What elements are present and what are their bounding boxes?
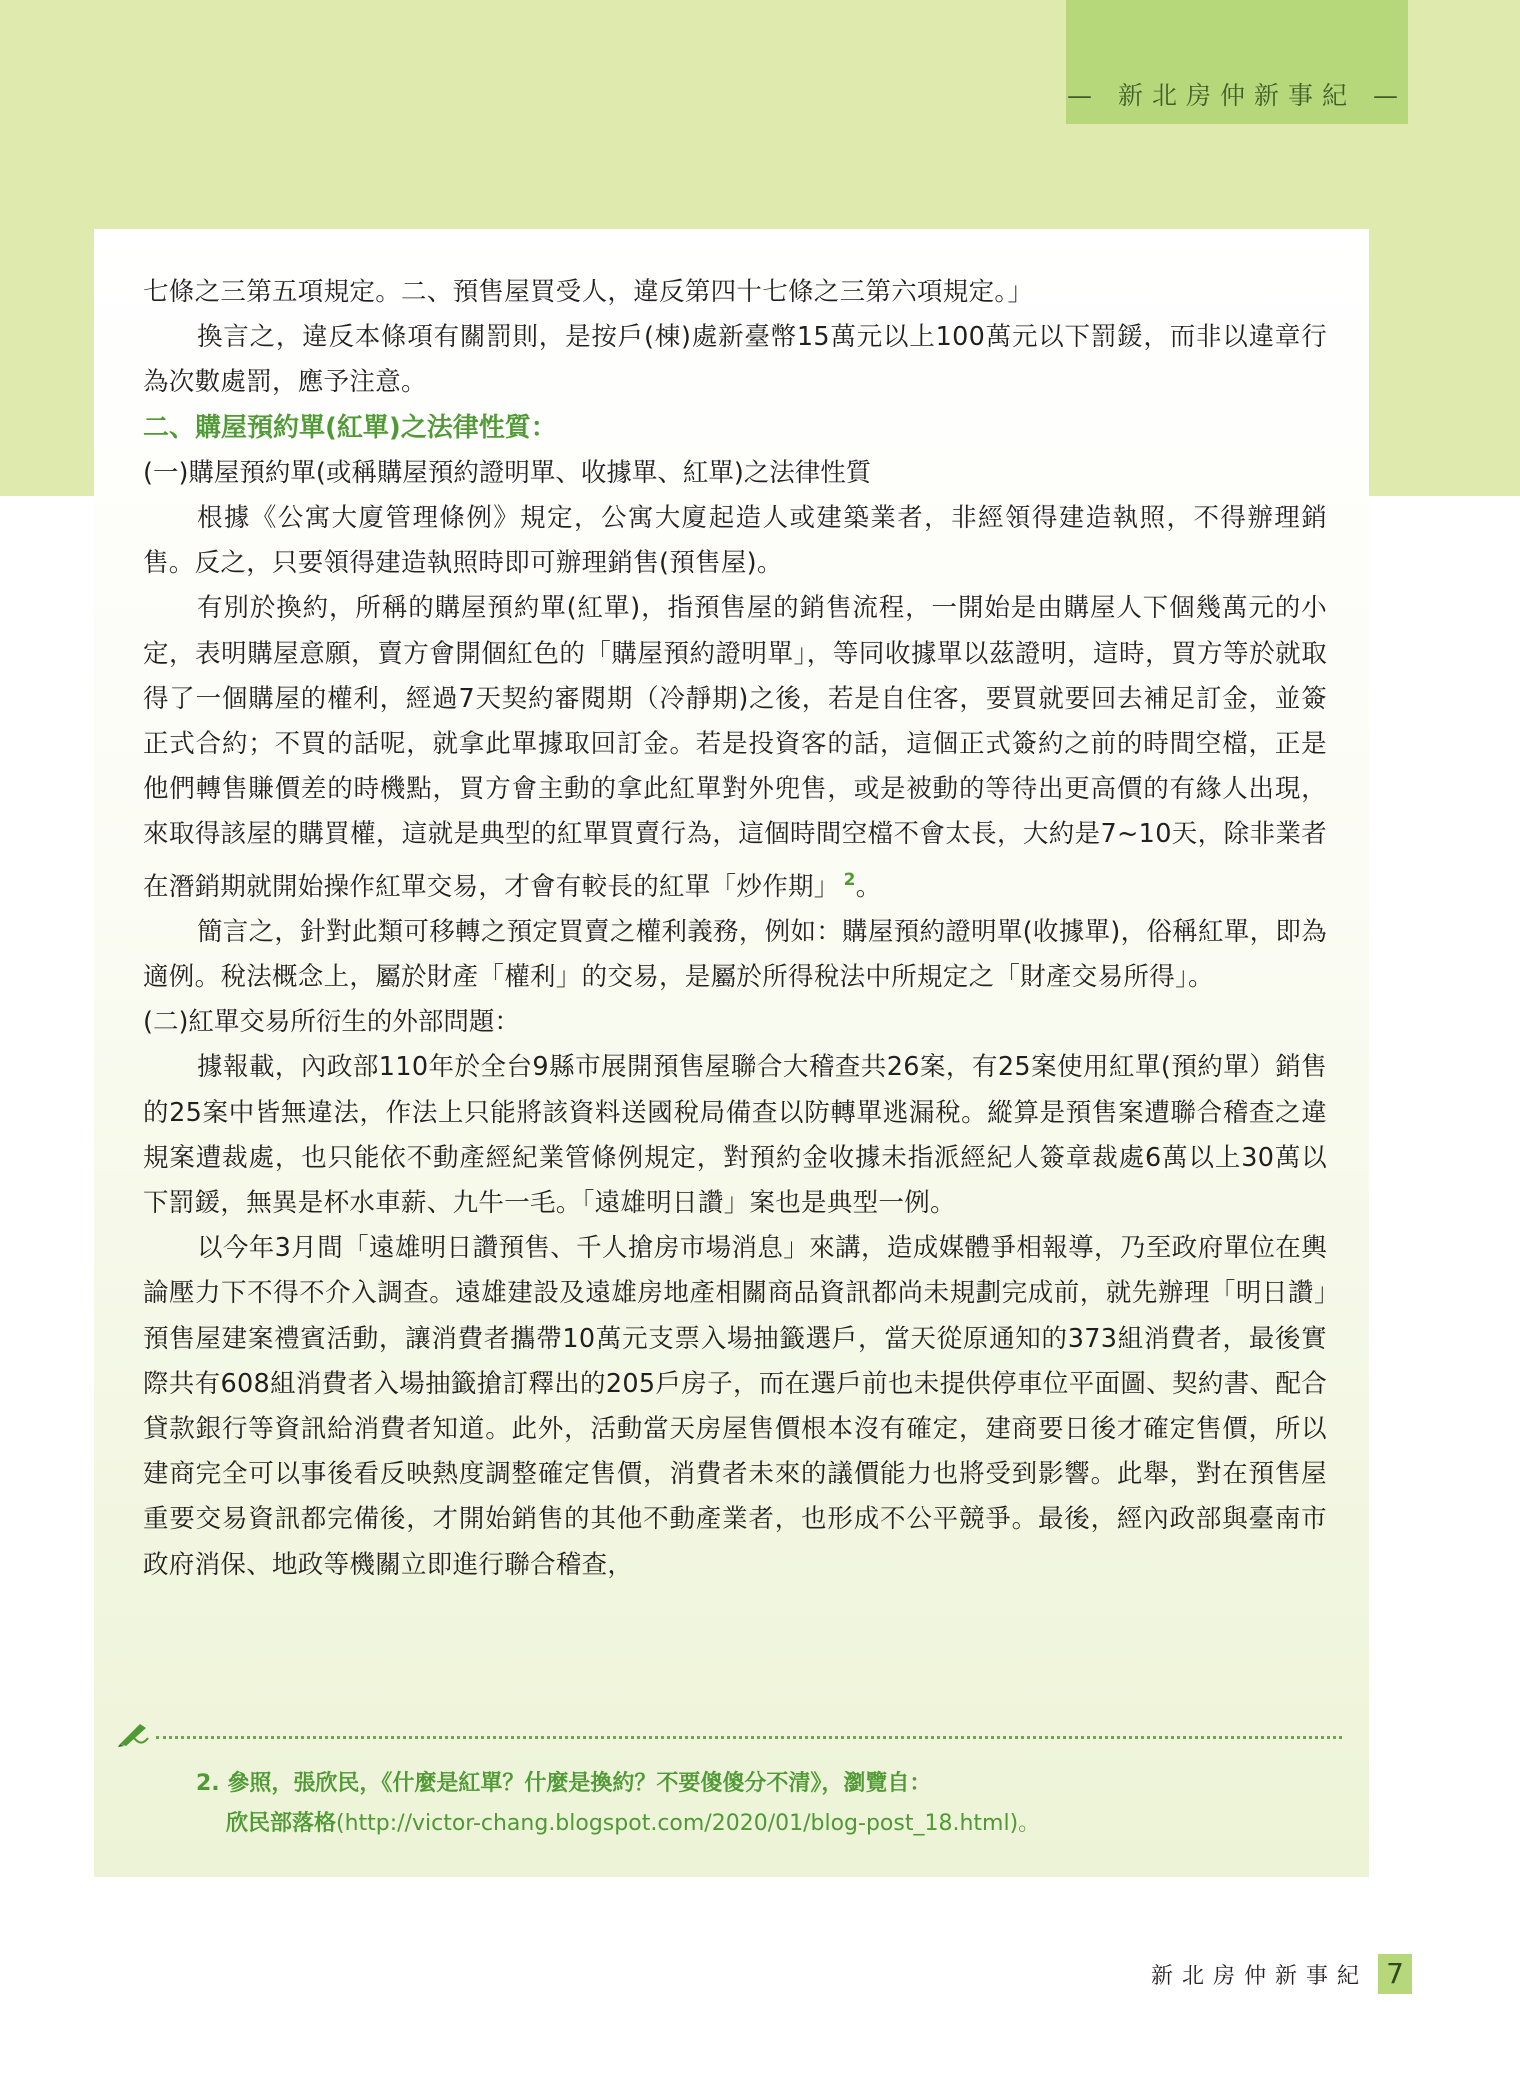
footnote-ref[interactable]: 2: [843, 869, 856, 890]
footnote-line-1: 2. 參照，張欣民，《什麼是紅單？什麼是換約？不要傻傻分不清》，瀏覽自：: [196, 1771, 932, 1796]
article-body: [143, 270, 1327, 1588]
footnote-url[interactable]: (http://victor-chang.blogspot.com/2020/01/blog-post_18.html)。: [336, 1811, 1041, 1836]
footnote-blog-name: 欣民部落格: [226, 1811, 337, 1836]
paragraph-1: 七條之三第五項規定。二、預售屋買受人，違反第四十七條之三第六項規定。」: [143, 277, 1034, 307]
paragraph-5: 簡言之，針對此類可移轉之預定買賣之權利義務，例如：購屋預約證明單(收據單)，俗稱紅單，即為適例。稅法概念上，屬於財產「權利」的交易，是屬於所得稅法中所規定之「財產交易所得」。: [143, 916, 1327, 993]
paragraph-4-end: 。: [855, 871, 882, 902]
section-heading: 二、購屋預約單(紅單)之法律性質：: [143, 412, 557, 443]
dotted-line: [156, 1736, 1342, 1739]
paragraph-4: [143, 586, 1327, 909]
subheading-1: (一)購屋預約單(或稱購屋預約證明單、收據單、紅單)之法律性質: [143, 457, 872, 488]
pen-icon: [116, 1720, 152, 1748]
subheading-2: (二)紅單交易所衍生的外部問題：: [143, 1007, 520, 1038]
footnote-line-2: [196, 1804, 1296, 1844]
page-number: 7: [1378, 1954, 1412, 1994]
header-title: — 新北房仲新事紀 —: [1067, 81, 1407, 110]
paragraph-4-text: 有別於換約，所稱的購屋預約單(紅單)，指預售屋的銷售流程，一開始是由購屋人下個幾萬元的小定，表明購屋意願，賣方會開個紅色的「購屋預約證明單」，等同收據單以茲證明，這時，買方等於就取得了一個購屋的權利，經過7天契約審閱期（冷靜期)之後，若是自住客，要買就要回去補足訂金，並簽正式合約；不買的話呢，就拿此單據取回訂金。若是投資客的話，這個正式簽約之前的時間空檔，正是他們轉售賺價差的時機點，買方會主動的拿此紅單對外兜售，或是被動的等待出更高價的有緣人出現，來取得該屋的購買權，這就是典型的紅單買賣行為，這個時間空檔不會太長，大約是7~10天，除非業者在潛銷期就開始操作紅單交易，才會有較長的紅單「炒作期」: [143, 593, 1327, 902]
paragraph-7: 以今年3月間「遠雄明日讚預售、千人搶房市場消息」來講，造成媒體爭相報導，乃至政府單位在輿論壓力下不得不介入調查。遠雄建設及遠雄房地產相關商品資訊都尚未規劃完成前，就先辦理「明日讚」預售屋建案禮賓活動，讓消費者攜帶10萬元支票入場抽籤選戶，當天從原通知的373組消費者，最後實際共有608組消費者入場抽籤搶訂釋出的205戶房子，而在選戶前也未提供停車位平面圖、契約書、配合貸款銀行等資訊給消費者知道。此外，活動當天房屋售價根本沒有確定，建商要日後才確定售價，所以建商完全可以事後看反映熱度調整確定售價，消費者未來的議價能力也將受到影響。此舉，對在預售屋重要交易資訊都完備後，才開始銷售的其他不動產業者，也形成不公平競爭。最後，經內政部與臺南市政府消保、地政等機關立即進行聯合稽查，: [143, 1233, 1327, 1580]
footnote: [196, 1764, 1296, 1844]
paragraph-6: 據報載，內政部110年於全台9縣市展開預售屋聯合大稽查共26案，有25案使用紅單(預約單）銷售的25案中皆無違法，作法上只能將該資料送國稅局備查以防轉單逃漏稅。縱算是預售案遭聯合稽查之違規案遭裁處，也只能依不動產經紀業管條例規定，對預約金收據未指派經紀人簽章裁處6萬以上30萬以下罰鍰，無異是杯水車薪、九牛一毛。「遠雄明日讚」案也是典型一例。: [143, 1052, 1327, 1219]
paragraph-3: 根據《公寓大廈管理條例》規定，公寓大廈起造人或建築業者，非經領得建造執照，不得辦理銷售。反之，只要領得建造執照時即可辦理銷售(預售屋)。: [143, 503, 1327, 579]
footer-title: 新北房仲新事紀: [1150, 1964, 1368, 1989]
footnote-divider: [116, 1720, 1346, 1750]
paragraph-2: 換言之，違反本條項有關罰則，是按戶(棟)處新臺幣15萬元以上100萬元以下罰鍰，而非以違章行為次數處罰，應予注意。: [143, 322, 1327, 398]
